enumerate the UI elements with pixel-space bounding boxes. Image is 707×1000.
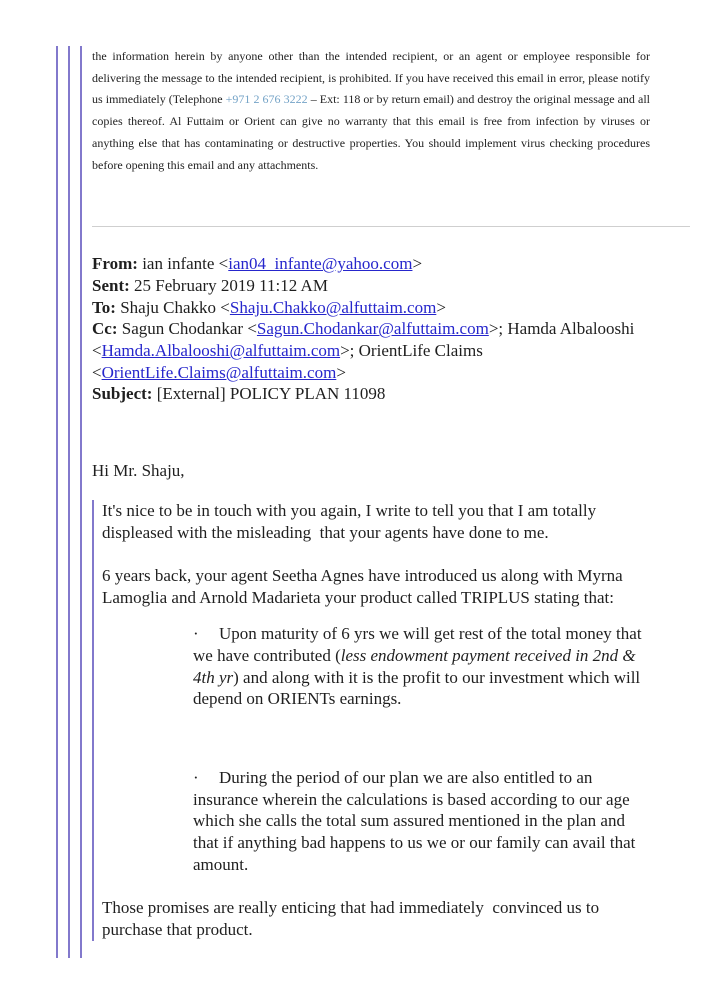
- to-label: To:: [92, 297, 116, 317]
- email-headers: [92, 253, 654, 405]
- greeting: Hi Mr. Shaju,: [92, 461, 185, 481]
- cc-name-3: >; OrientLife Claims <: [92, 341, 488, 382]
- header-divider: [92, 226, 690, 227]
- cc-name-1: Sagun Chodankar <: [117, 319, 257, 339]
- disclaimer-text-start: the information herein by anyone other than the intended recipient, or an agent or employee responsible for delivering the message to the intended recipient, is prohibited. If you have received this email in error, please notify us immediately (Telephone: [92, 49, 650, 107]
- disclaimer-paragraph: [92, 46, 650, 176]
- subject-value: [External] POLICY PLAN 11098: [152, 384, 386, 404]
- closing-paragraph: Those promises are really enticing that had immediately convinced us to purchase that product.: [102, 898, 604, 939]
- from-email-link[interactable]: ian04_infante@yahoo.com: [228, 254, 413, 274]
- subject-label: Subject:: [92, 384, 153, 404]
- cc-email-link-2[interactable]: Hamda.Albalooshi@alfuttaim.com: [101, 341, 341, 361]
- phone-link[interactable]: +971 2 676 3222: [225, 92, 308, 107]
- header-cc: [92, 318, 654, 383]
- quote-level-2: [68, 46, 690, 958]
- bullet2-text: During the period of our plan we are also entitled to an insurance wherein the calculations is based according to our age which she calls the total sum assured mentioned in the plan and that if anything bad happens to us we or our family can avail that amount.: [193, 768, 636, 874]
- to-close-bracket: >: [436, 297, 446, 317]
- header-subject: [92, 383, 654, 405]
- email-body-region: [56, 42, 690, 958]
- bullet1-text-start: Upon maturity of 6 yrs we will get rest of the total money that we have contributed (: [193, 624, 642, 665]
- header-sent: [92, 275, 654, 297]
- disclaimer-text-end: – Ext: 118 or by return email) and destroy the original message and all copies thereof. Al Futtaim or Orient can give no warranty that this email is free from infection by viruses or anything else that has contaminating or destructive properties. You should implement virus checking procedures before opening this email and any attachments.: [92, 92, 650, 172]
- cc-email-link-3[interactable]: OrientLife.Claims@alfuttaim.com: [101, 362, 337, 382]
- cc-email-link-1[interactable]: Sagun.Chodankar@alfuttaim.com: [256, 319, 489, 339]
- bullet-item-2: [193, 767, 647, 876]
- bullet-marker: ·: [193, 624, 199, 644]
- quote-level-4: [92, 500, 690, 941]
- body-paragraph-2: 6 years back, your agent Seetha Agnes have introduced us along with Myrna Lamoglia and Arnold Madarieta your product called TRIPLUS stating that:: [102, 565, 623, 607]
- from-label: From:: [92, 254, 138, 274]
- from-close-bracket: >: [412, 254, 423, 274]
- cc-name-2: >; Hamda Albalooshi <: [92, 319, 639, 361]
- bullet1-italic-text: less endowment payment received in 2nd & 4th yr: [193, 645, 636, 687]
- cc-label: Cc:: [92, 319, 118, 339]
- header-from: [92, 253, 654, 275]
- to-email-link[interactable]: Shaju.Chakko@alfuttaim.com: [229, 297, 437, 317]
- cc-close-bracket: >: [336, 362, 346, 382]
- bullet1-text-end: ) and along with it is the profit to our investment which will depend on ORIENTs earnings.: [193, 667, 641, 709]
- to-name: Shaju Chakko <: [115, 297, 230, 317]
- sent-value: 25 February 2019 11:12 AM: [129, 275, 328, 295]
- bullet-marker: ·: [193, 768, 199, 788]
- quote-level-1: [56, 46, 690, 958]
- header-to: [92, 297, 654, 319]
- from-name: ian infante <: [137, 254, 229, 274]
- body-paragraph-1: It's nice to be in touch with you again, I write to tell you that I am totally displeased with the misleading that your agents have done to me.: [102, 500, 601, 542]
- quote-level-3: [80, 46, 690, 958]
- sent-label: Sent:: [92, 275, 130, 295]
- bullet-item-1: [193, 623, 647, 710]
